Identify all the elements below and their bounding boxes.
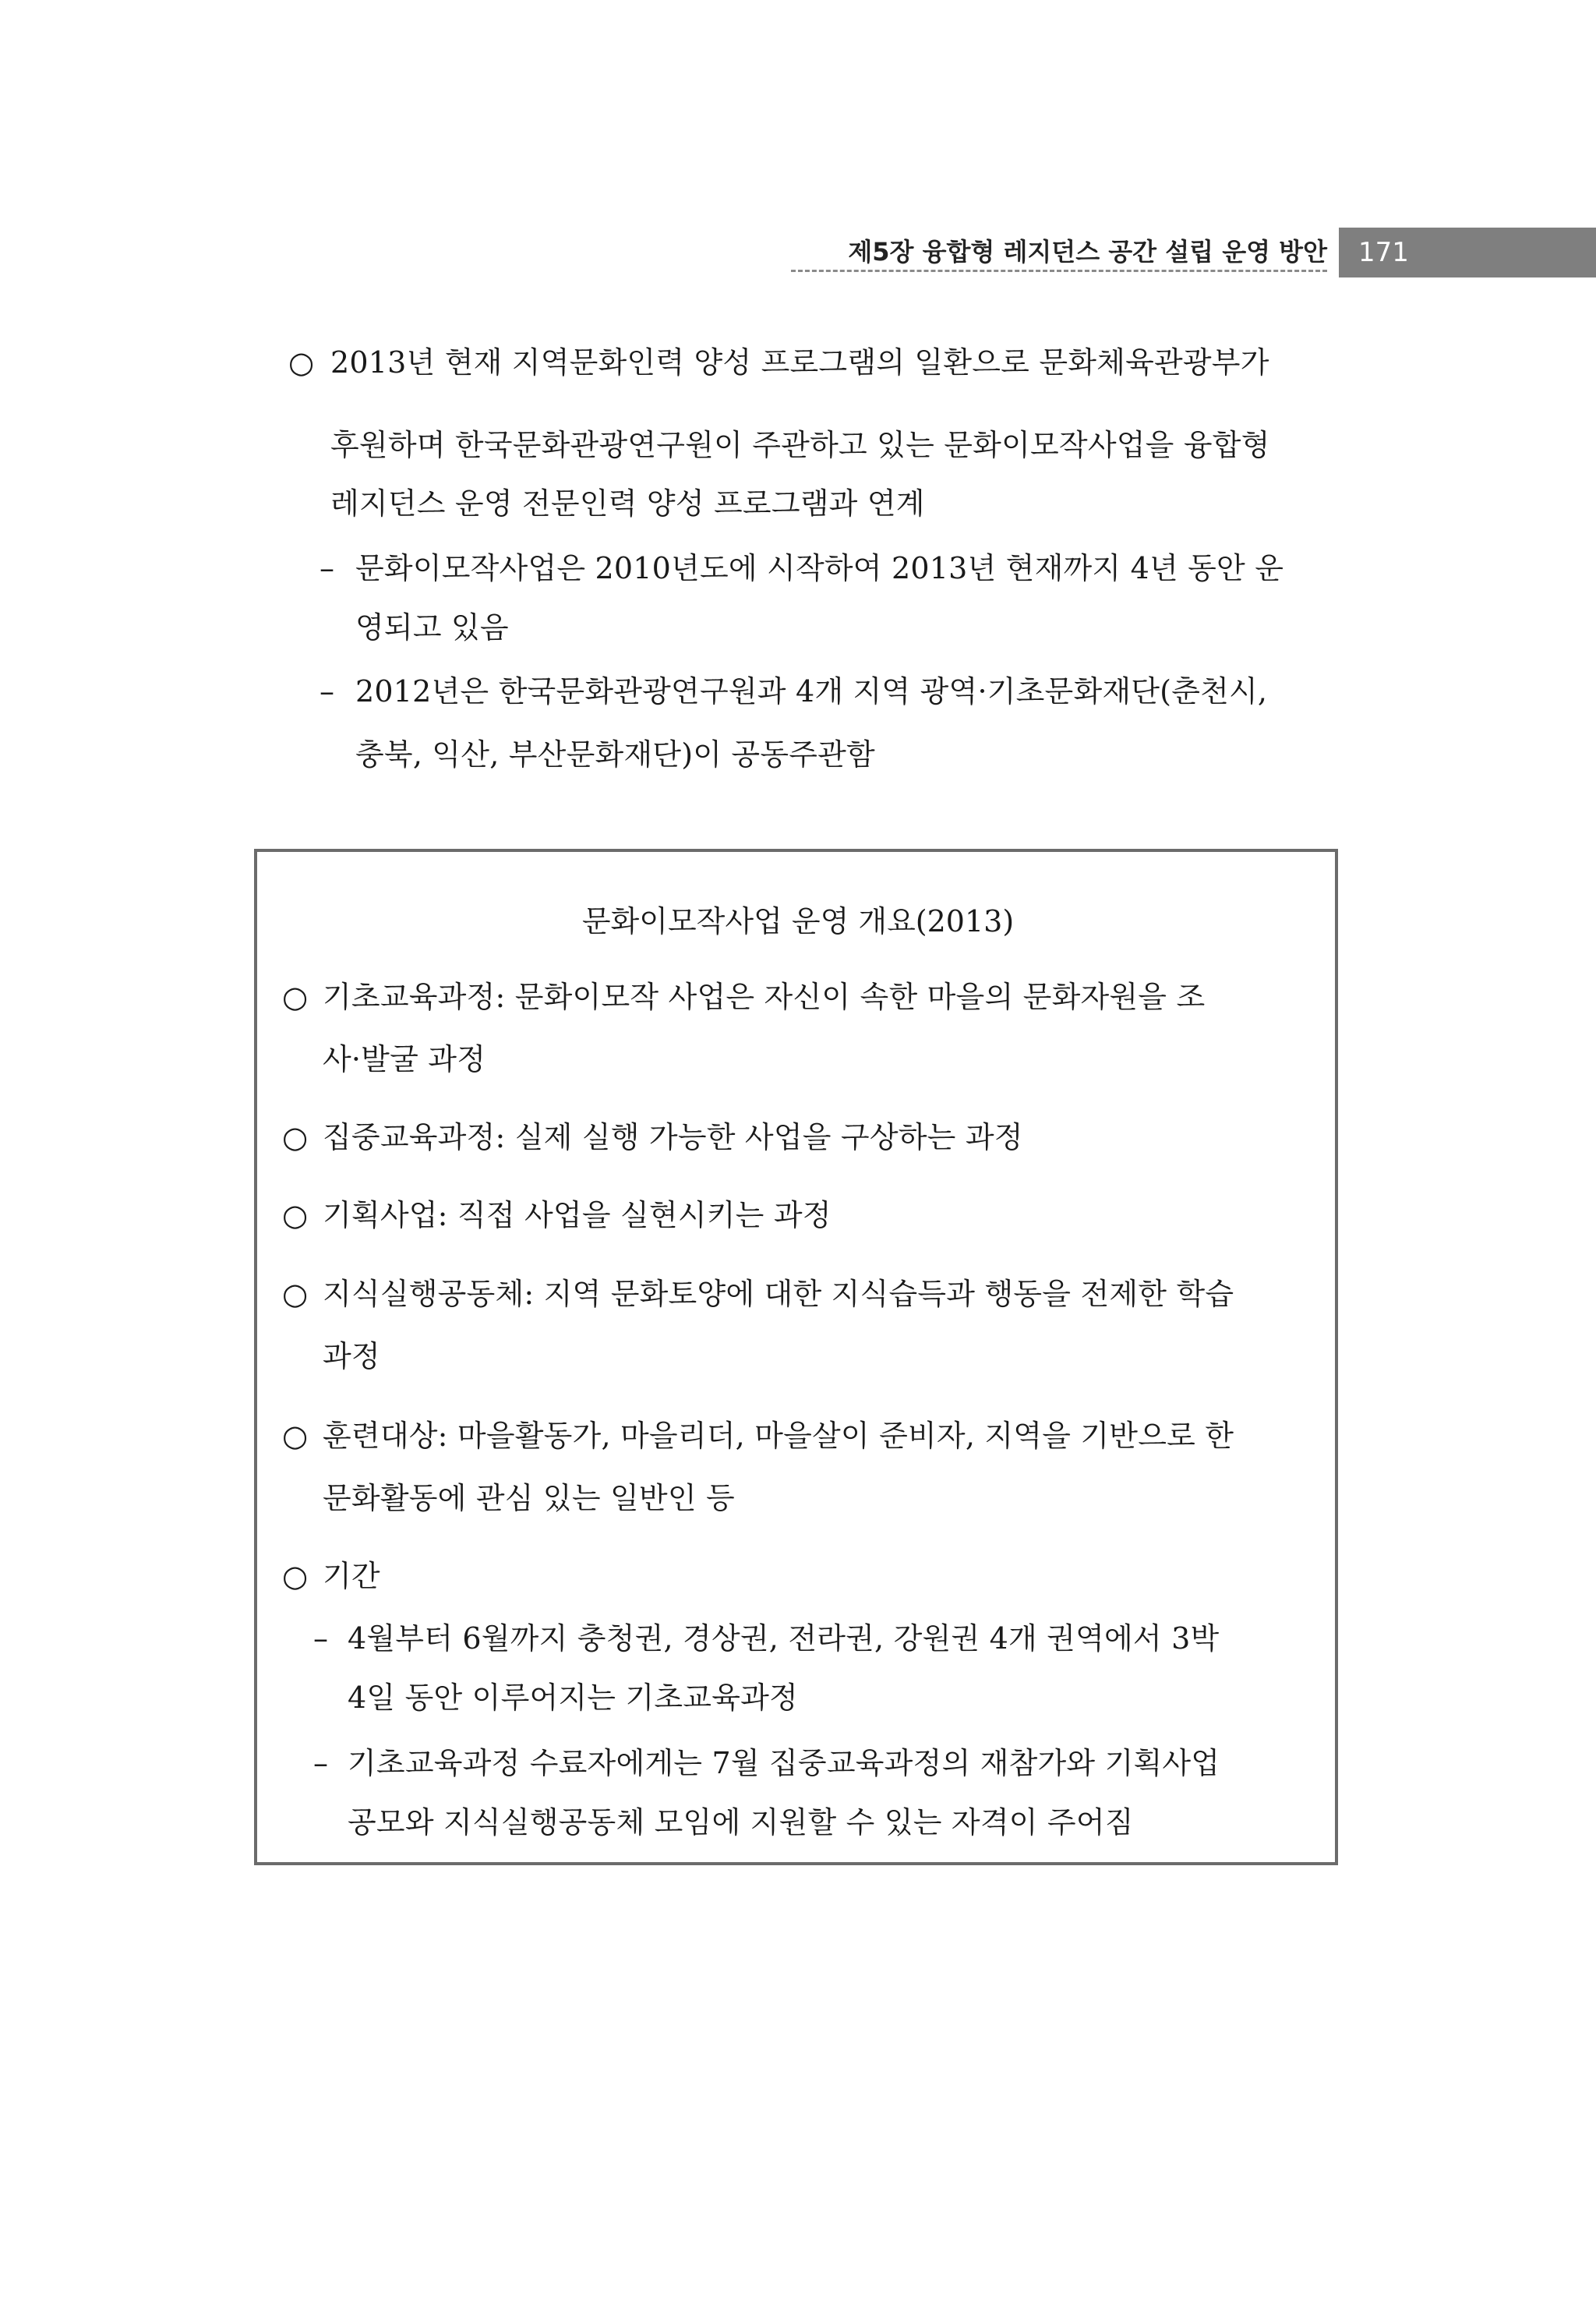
intro-sub-line: 충북, 익산, 부산문화재단)이 공동주관함 [355, 737, 875, 772]
chapter-title: 제5장 융합형 레지던스 공간 설립 운영 방안 [848, 237, 1327, 267]
intro-line: 2013년 현재 지역문화인력 양성 프로그램의 일환으로 문화체육관광부가 [330, 345, 1269, 380]
intro-bullet: ○ [288, 345, 315, 380]
intro-line: 레지던스 운영 전문인력 양성 프로그램과 연계 [330, 486, 925, 521]
box-item-line: 기초교육과정: 문화이모작 사업은 자신이 속한 마을의 문화자원을 조 [323, 980, 1206, 1014]
box-item-line: 훈련대상: 마을활동가, 마을리더, 마을살이 준비자, 지역을 기반으로 한 [323, 1419, 1234, 1453]
period-sub-line: 4일 동안 이루어지는 기초교육과정 [348, 1681, 798, 1715]
period-sub-line: 기초교육과정 수료자에게는 7월 집중교육과정의 재참가와 기획사업 [348, 1746, 1220, 1780]
box-bullet: ○ [282, 1120, 309, 1154]
box-item-line: 기간 [323, 1559, 380, 1593]
box-item-line: 과정 [323, 1339, 380, 1373]
page-number: 171 [1358, 237, 1409, 268]
box-item-line: 지식실행공동체: 지역 문화토양에 대한 지식습득과 행동을 전제한 학습 [323, 1277, 1234, 1311]
intro-sub-line: 문화이모작사업은 2010년도에 시작하여 2013년 현재까지 4년 동안 운 [355, 551, 1284, 585]
box-item-line: 문화활동에 관심 있는 일반인 등 [323, 1481, 735, 1515]
page-number-tab [1339, 228, 1596, 277]
box-item-line: 기획사업: 직접 사업을 실현시키는 과정 [323, 1198, 832, 1232]
intro-line: 후원하며 한국문화관광연구원이 주관하고 있는 문화이모작사업을 융합형 [330, 428, 1270, 462]
box-bullet: ○ [282, 1277, 309, 1311]
box-bullet: ○ [282, 980, 309, 1014]
period-sub-line: 공모와 지식실행공동체 모임에 지원할 수 있는 자격이 주어짐 [348, 1805, 1134, 1840]
intro-sub-dash: – [320, 551, 334, 585]
intro-sub-line: 영되고 있음 [355, 610, 509, 645]
box-title: 문화이모작사업 운영 개요(2013) [581, 904, 1015, 938]
box-item-line: 집중교육과정: 실제 실행 가능한 사업을 구상하는 과정 [323, 1120, 1023, 1154]
box-bullet: ○ [282, 1419, 309, 1453]
box-item-line: 사·발굴 과정 [323, 1042, 486, 1076]
header-dashed-rule [791, 270, 1327, 272]
period-sub-line: 4월부터 6월까지 충청권, 경상권, 전라권, 강원권 4개 권역에서 3박 [348, 1621, 1220, 1656]
period-sub-dash: – [313, 1746, 328, 1780]
box-bullet: ○ [282, 1559, 309, 1593]
intro-sub-line: 2012년은 한국문화관광연구원과 4개 지역 광역·기초문화재단(춘천시, [355, 674, 1268, 709]
box-bullet: ○ [282, 1198, 309, 1232]
intro-sub-dash: – [320, 674, 334, 709]
period-sub-dash: – [313, 1621, 328, 1656]
